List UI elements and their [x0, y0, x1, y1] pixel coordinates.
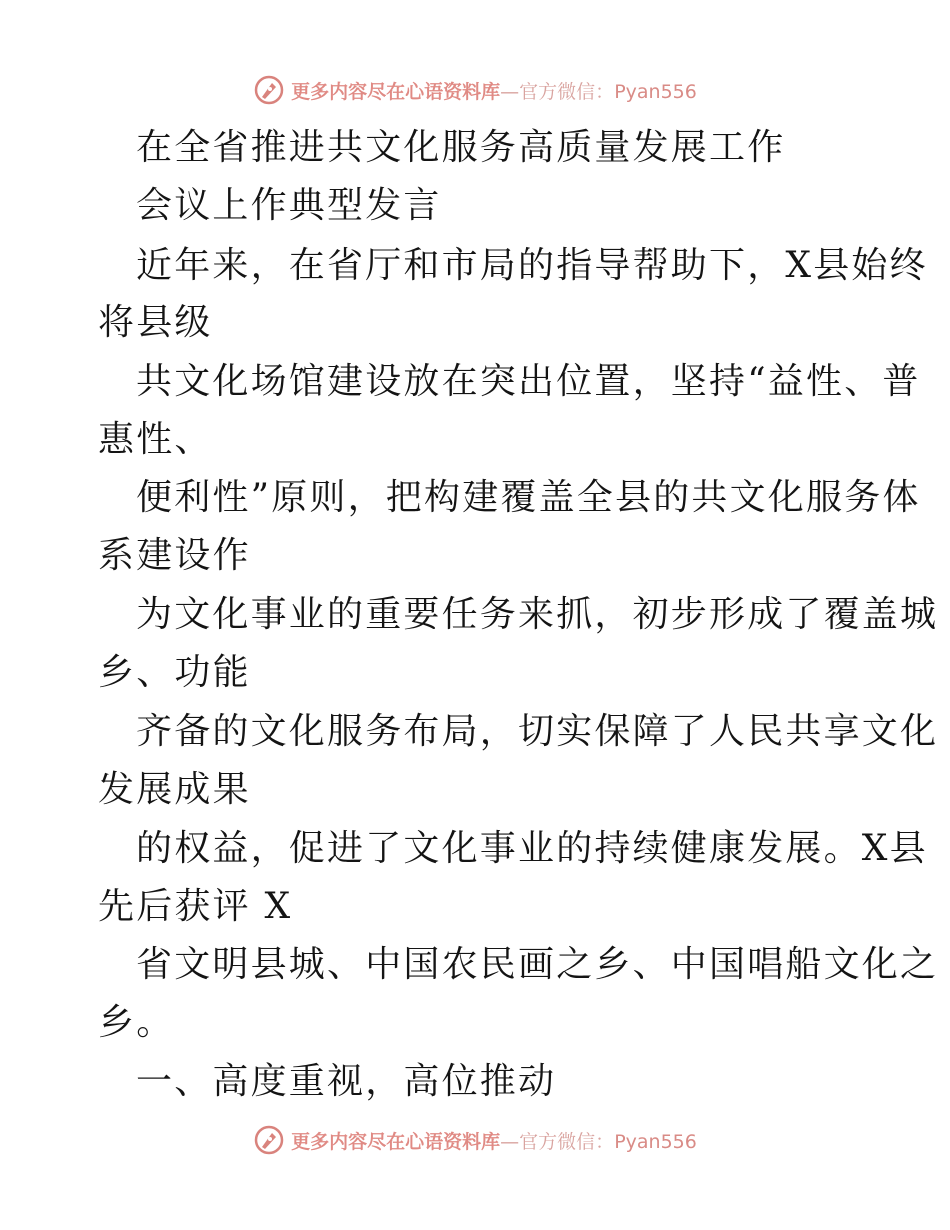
watermark-official: 官方微信： [519, 1130, 615, 1153]
paragraph-line: 乡。 [98, 1002, 175, 1043]
watermark-separator: — [500, 80, 520, 103]
paragraph-line: 乡、功能 [98, 652, 251, 693]
paragraph-line: 省文明县城、中国农民画之乡、中国唱船文化之 [136, 944, 939, 985]
paragraph-line: 为文化事业的重要任务来抓，初步形成了覆盖城 [136, 594, 939, 635]
watermark-official: 官方微信： [519, 80, 615, 103]
watermark-text [291, 77, 697, 104]
paragraph-line: 将县级 [98, 302, 213, 343]
pen-nib-logo-icon [253, 74, 285, 106]
document-title-line-1: 在全省推进共文化服务高质量发展工作 [136, 127, 786, 168]
document-title-line-2: 会议上作典型发言 [136, 185, 442, 226]
paragraph-line: 近年来，在省厅和市局的指导帮助下，X县始终 [136, 245, 928, 286]
watermark-text [291, 1127, 697, 1154]
paragraph-line: 发展成果 [98, 769, 251, 810]
paragraph-line: 共文化场馆建设放在突出位置，坚持“益性、普 [136, 361, 921, 402]
watermark-header [0, 70, 950, 110]
watermark-footer [0, 1120, 950, 1160]
paragraph-line: 的权益，促进了文化事业的持续健康发展。X县 [136, 828, 928, 869]
paragraph-line: 系建设作 [98, 535, 251, 576]
pen-nib-logo-icon [253, 1124, 285, 1156]
watermark-wechat-id: Pyan556 [614, 1130, 697, 1153]
paragraph-line: 便利性”原则，把构建覆盖全县的共文化服务体 [136, 477, 921, 518]
paragraph-line: 先后获评 X [98, 886, 293, 927]
paragraph-line: 惠性、 [98, 419, 213, 460]
paragraph-line: 齐备的文化服务布局，切实保障了人民共享文化 [136, 711, 939, 752]
watermark-brand: 更多内容尽在心语资料库 [291, 1130, 501, 1153]
section-heading: 一、高度重视，高位推动 [136, 1061, 557, 1102]
watermark-separator: — [500, 1130, 520, 1153]
watermark-brand: 更多内容尽在心语资料库 [291, 80, 501, 103]
watermark-wechat-id: Pyan556 [614, 80, 697, 103]
